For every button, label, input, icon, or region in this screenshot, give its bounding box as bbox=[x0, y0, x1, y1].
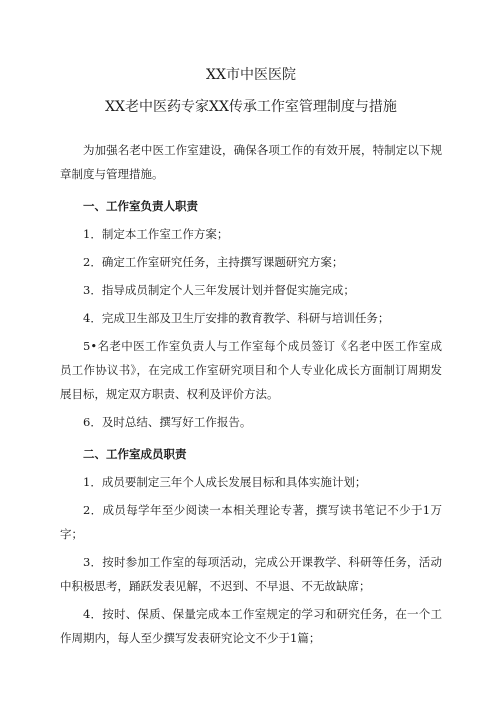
section-heading: 二、工作室成员职责 bbox=[83, 447, 187, 461]
intro-paragraph: 为加强名老中医工作室建设，确保各项工作的有效开展，特制定以下规章制度与管理措施。 bbox=[60, 143, 442, 181]
list-item: 2．成员每学年至少阅读一本相关理论专著，撰写读书笔记不少于1万字； bbox=[60, 503, 442, 541]
list-item: 4．完成卫生部及卫生厅安排的教育教学、科研与培训任务； bbox=[83, 311, 390, 325]
list-item: 3．指导成员制定个人三年发展计划并督促实施完成； bbox=[83, 283, 355, 297]
list-item: 3．按时参加工作室的每项活动，完成公开课教学、科研等任务，活动中积极思考，踊跃发表见解，不迟到、不早退、不无故缺席； bbox=[60, 555, 442, 593]
section-heading: 一、工作室负责人职责 bbox=[83, 199, 198, 213]
document-body bbox=[60, 138, 442, 650]
section-responsibilities-members bbox=[60, 442, 442, 650]
list-item: 2．确定工作室研究任务，主持撰写课题研究方案； bbox=[83, 255, 344, 269]
section-responsibilities-leader bbox=[60, 194, 442, 434]
organization-title: XX市中医医院 bbox=[206, 67, 296, 83]
document-title: XX老中医药专家XX传承工作室管理制度与措施 bbox=[105, 99, 397, 115]
list-item: 1．制定本工作室工作方案； bbox=[83, 227, 229, 241]
list-item: 5•名老中医工作室负责人与工作室每个成员签订《名老中医工作室成员工作协议书》，在完成工作室研究项目和个人专业化成长方面制订周期发展目标，规定双方职责、权利及评价方法。 bbox=[60, 339, 442, 401]
list-item: 1．成员要制定三年个人成长发展目标和具体实施计划； bbox=[83, 475, 367, 489]
list-item: 4．按时、保质、保量完成本工作室规定的学习和研究任务，在一个工作周期内，每人至少撰写发表研究论文不少于1篇； bbox=[60, 607, 442, 645]
list-item: 6．及时总结、撰写好工作报告。 bbox=[83, 415, 252, 429]
